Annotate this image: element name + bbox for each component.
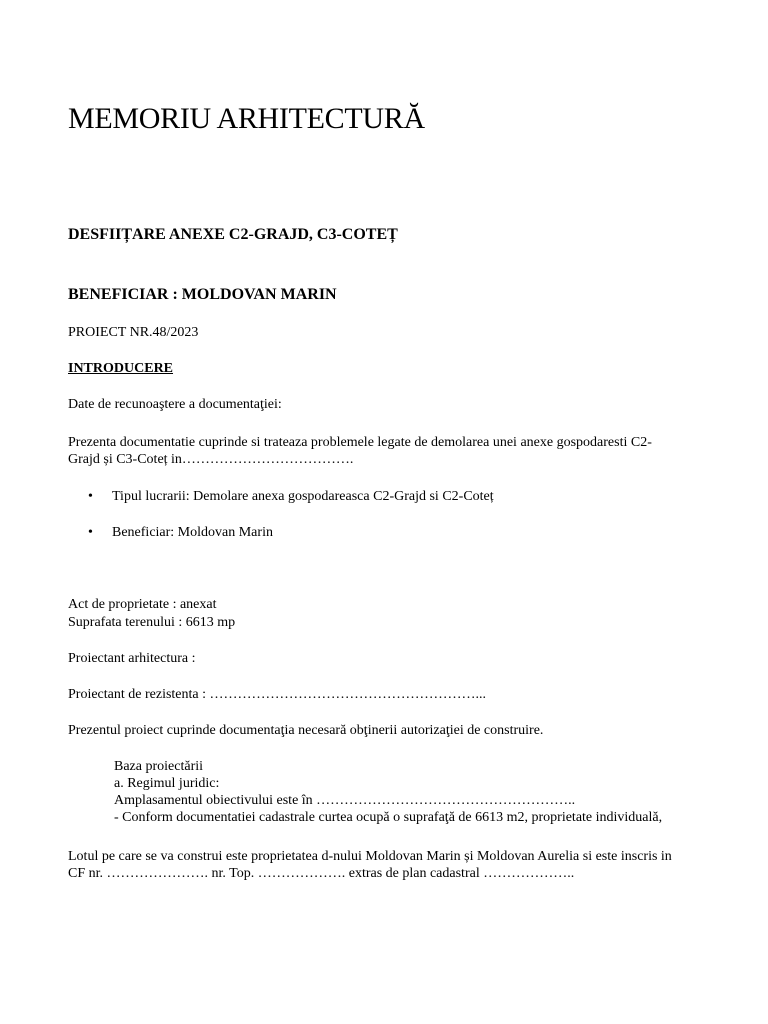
prezenta-line-2: Grajd și C3-Coteț in………………………………. bbox=[68, 452, 354, 467]
bullet-icon: • bbox=[88, 489, 93, 504]
lotul-line-2: CF nr. …………………. nr. Top. ………………. extras de plan cadastral ……………….. bbox=[68, 866, 575, 881]
list-item-text: Tipul lucrarii: Demolare anexa gospodareasca C2-Grajd si C2-Coteț bbox=[112, 489, 494, 504]
date-recunoastere: Date de recunoaştere a documentaţiei: bbox=[68, 397, 282, 412]
beneficiar-heading: BENEFICIAR : MOLDOVAN MARIN bbox=[68, 286, 337, 303]
proiectant-arhitectura: Proiectant arhitectura : bbox=[68, 651, 196, 666]
proiectant-rezistenta: Proiectant de rezistenta : …………………………………………………... bbox=[68, 687, 486, 702]
introducere-heading: INTRODUCERE bbox=[68, 361, 174, 376]
conform-documentatiei: - Conform documentatiei cadastrale curtea ocupă o suprafaţă de 6613 m2, proprietate individuală, bbox=[114, 810, 663, 825]
bullet-icon: • bbox=[88, 525, 93, 540]
regimul-juridic: a. Regimul juridic: bbox=[114, 776, 220, 791]
document-title: MEMORIU ARHITECTURĂ bbox=[68, 102, 425, 135]
prezenta-line-1: Prezenta documentatie cuprinde si trateaza problemele legate de demolarea unei anexe gospodaresti C2- bbox=[68, 435, 652, 450]
act-proprietate: Act de proprietate : anexat bbox=[68, 597, 217, 612]
document-subtitle: DESFIIȚARE ANEXE C2-GRAJD, C3-COTEȚ bbox=[68, 226, 398, 243]
amplasamentul: Amplasamentul obiectivului este în ……………………………………………….. bbox=[114, 793, 576, 808]
list-item bbox=[88, 524, 273, 541]
list-item bbox=[88, 488, 494, 505]
proiect-number: PROIECT NR.48/2023 bbox=[68, 325, 199, 340]
baza-proiectarii: Baza proiectării bbox=[114, 759, 204, 774]
prezentul-proiect: Prezentul proiect cuprinde documentaţia necesară obţinerii autorizaţiei de construire. bbox=[68, 723, 544, 738]
suprafata-terenului: Suprafata terenului : 6613 mp bbox=[68, 615, 236, 630]
lotul-line-1: Lotul pe care se va construi este proprietatea d-nului Moldovan Marin și Moldovan Aurelia si este inscris in bbox=[68, 849, 672, 864]
list-item-text: Beneficiar: Moldovan Marin bbox=[112, 525, 273, 540]
